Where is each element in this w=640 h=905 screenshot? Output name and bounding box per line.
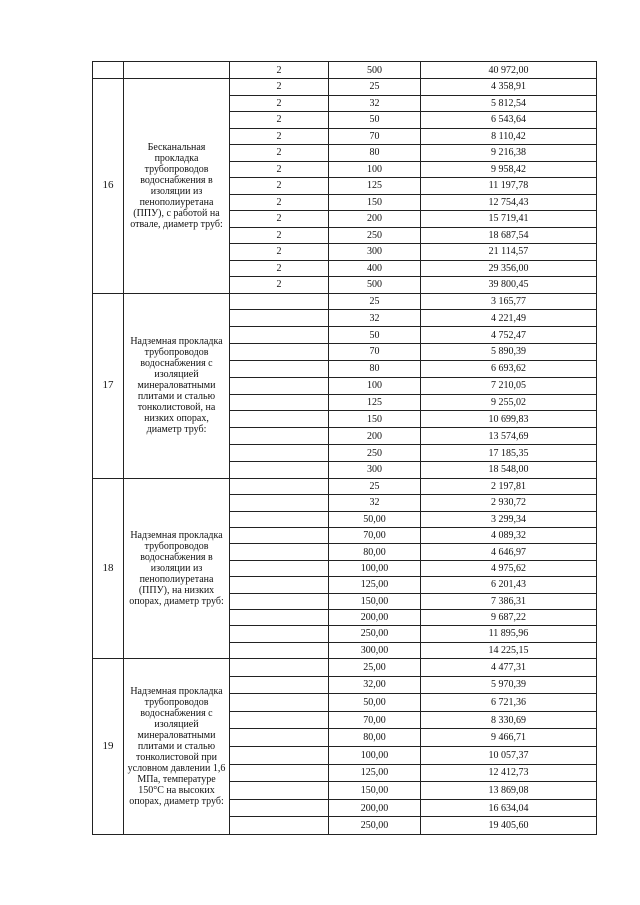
col3-cell	[230, 344, 329, 361]
diameter-cell: 300,00	[329, 642, 421, 658]
price-cell: 7 210,05	[421, 377, 597, 394]
diameter-cell: 70	[329, 344, 421, 361]
col3-cell	[230, 817, 329, 835]
description-cell	[124, 62, 230, 79]
diameter-cell: 250	[329, 445, 421, 462]
price-cell: 7 386,31	[421, 593, 597, 609]
diameter-cell: 200,00	[329, 609, 421, 625]
diameter-cell: 25	[329, 79, 421, 96]
col3-cell: 2	[230, 277, 329, 294]
diameter-cell: 100	[329, 161, 421, 178]
diameter-cell: 200,00	[329, 799, 421, 817]
col3-cell	[230, 694, 329, 712]
col3-cell	[230, 377, 329, 394]
col3-cell	[230, 461, 329, 478]
price-cell: 9 466,71	[421, 729, 597, 747]
col3-cell: 2	[230, 211, 329, 228]
diameter-cell: 250,00	[329, 817, 421, 835]
price-cell: 11 895,96	[421, 626, 597, 642]
diameter-cell: 200	[329, 428, 421, 445]
price-cell: 13 869,08	[421, 782, 597, 800]
col3-cell	[230, 642, 329, 658]
col3-cell	[230, 593, 329, 609]
diameter-cell: 80,00	[329, 544, 421, 560]
diameter-cell: 80	[329, 360, 421, 377]
diameter-cell: 25	[329, 478, 421, 494]
col3-cell	[230, 782, 329, 800]
col3-cell: 2	[230, 178, 329, 195]
price-cell: 5 970,39	[421, 676, 597, 694]
col3-cell	[230, 799, 329, 817]
col3-cell	[230, 478, 329, 494]
price-table	[92, 61, 597, 835]
price-cell: 2 197,81	[421, 478, 597, 494]
diameter-cell: 70,00	[329, 711, 421, 729]
price-cell: 15 719,41	[421, 211, 597, 228]
group-number-cell: 19	[93, 659, 124, 835]
price-cell: 5 890,39	[421, 344, 597, 361]
price-cell: 14 225,15	[421, 642, 597, 658]
diameter-cell: 125,00	[329, 577, 421, 593]
col3-cell	[230, 293, 329, 310]
col3-cell	[230, 511, 329, 527]
col3-cell: 2	[230, 62, 329, 79]
col3-cell: 2	[230, 227, 329, 244]
diameter-cell: 125,00	[329, 764, 421, 782]
diameter-cell: 50	[329, 112, 421, 129]
diameter-cell: 100	[329, 377, 421, 394]
price-cell: 3 299,34	[421, 511, 597, 527]
price-cell: 5 812,54	[421, 95, 597, 112]
diameter-cell: 70,00	[329, 527, 421, 543]
col3-cell	[230, 527, 329, 543]
price-cell: 4 358,91	[421, 79, 597, 96]
price-cell: 6 543,64	[421, 112, 597, 129]
col3-cell	[230, 360, 329, 377]
diameter-cell: 32	[329, 495, 421, 511]
col3-cell	[230, 394, 329, 411]
table-row	[93, 293, 597, 310]
diameter-cell: 32	[329, 310, 421, 327]
diameter-cell: 250	[329, 227, 421, 244]
diameter-cell: 50,00	[329, 694, 421, 712]
price-cell: 12 412,73	[421, 764, 597, 782]
price-cell: 21 114,57	[421, 244, 597, 261]
diameter-cell: 400	[329, 260, 421, 277]
col3-cell	[230, 310, 329, 327]
group-description-cell: Бесканальная прокладка трубопроводов водоснабжения в изоляции из пенополиуретана (ППУ), с работой на отвале, диаметр труб:	[124, 79, 230, 294]
price-cell: 13 574,69	[421, 428, 597, 445]
diameter-cell: 500	[329, 277, 421, 294]
diameter-cell: 125	[329, 394, 421, 411]
price-cell: 9 958,42	[421, 161, 597, 178]
price-cell: 18 687,54	[421, 227, 597, 244]
price-cell: 6 721,36	[421, 694, 597, 712]
price-cell: 9 255,02	[421, 394, 597, 411]
col3-cell: 2	[230, 161, 329, 178]
group-description-cell: Надземная прокладка трубопроводов водоснабжения с изоляцией минераловатными плитами и сталью тонколистовой при условном давлении 1,6 МПа, температуре 150°С на высоких опорах, диаметр труб:	[124, 659, 230, 835]
price-cell: 4 089,32	[421, 527, 597, 543]
diameter-cell: 25	[329, 293, 421, 310]
price-cell: 4 646,97	[421, 544, 597, 560]
diameter-cell: 100,00	[329, 747, 421, 765]
diameter-cell: 300	[329, 244, 421, 261]
group-number-cell: 18	[93, 478, 124, 658]
price-cell: 11 197,78	[421, 178, 597, 195]
col3-cell: 2	[230, 194, 329, 211]
diameter-cell: 70	[329, 128, 421, 145]
row-number-cell	[93, 62, 124, 79]
diameter-cell: 32	[329, 95, 421, 112]
price-cell: 19 405,60	[421, 817, 597, 835]
col3-cell	[230, 428, 329, 445]
diameter-cell: 25,00	[329, 659, 421, 677]
price-cell: 8 110,42	[421, 128, 597, 145]
diameter-cell: 150	[329, 194, 421, 211]
col3-cell: 2	[230, 244, 329, 261]
col3-cell: 2	[230, 145, 329, 162]
col3-cell	[230, 577, 329, 593]
price-cell: 29 356,00	[421, 260, 597, 277]
diameter-cell: 200	[329, 211, 421, 228]
col3-cell	[230, 560, 329, 576]
col3-cell: 2	[230, 95, 329, 112]
table-row	[93, 62, 597, 79]
col3-cell	[230, 544, 329, 560]
col3-cell: 2	[230, 260, 329, 277]
group-number-cell: 17	[93, 293, 124, 478]
price-cell: 6 693,62	[421, 360, 597, 377]
table-row	[93, 659, 597, 677]
col3-cell	[230, 659, 329, 677]
price-cell: 4 477,31	[421, 659, 597, 677]
diameter-cell: 50,00	[329, 511, 421, 527]
col3-cell	[230, 747, 329, 765]
diameter-cell: 250,00	[329, 626, 421, 642]
diameter-cell: 80,00	[329, 729, 421, 747]
diameter-cell: 300	[329, 461, 421, 478]
price-cell: 4 221,49	[421, 310, 597, 327]
price-cell: 40 972,00	[421, 62, 597, 79]
price-cell: 17 185,35	[421, 445, 597, 462]
col3-cell	[230, 676, 329, 694]
price-cell: 4 975,62	[421, 560, 597, 576]
price-cell: 4 752,47	[421, 327, 597, 344]
col3-cell	[230, 764, 329, 782]
price-cell: 16 634,04	[421, 799, 597, 817]
diameter-cell: 125	[329, 178, 421, 195]
col3-cell	[230, 411, 329, 428]
price-cell: 39 800,45	[421, 277, 597, 294]
col3-cell	[230, 445, 329, 462]
diameter-cell: 150,00	[329, 782, 421, 800]
price-cell: 12 754,43	[421, 194, 597, 211]
diameter-cell: 32,00	[329, 676, 421, 694]
diameter-cell: 80	[329, 145, 421, 162]
table-row	[93, 478, 597, 494]
price-cell: 6 201,43	[421, 577, 597, 593]
diameter-cell: 150,00	[329, 593, 421, 609]
group-description-cell: Надземная прокладка трубопроводов водоснабжения в изоляции из пенополиуретана (ППУ), на низких опорах, диаметр труб:	[124, 478, 230, 658]
col3-cell	[230, 495, 329, 511]
col3-cell: 2	[230, 128, 329, 145]
group-number-cell: 16	[93, 79, 124, 294]
col3-cell	[230, 609, 329, 625]
col3-cell	[230, 327, 329, 344]
price-cell: 9 687,22	[421, 609, 597, 625]
col3-cell: 2	[230, 79, 329, 96]
diameter-cell: 100,00	[329, 560, 421, 576]
diameter-cell: 150	[329, 411, 421, 428]
price-cell: 10 057,37	[421, 747, 597, 765]
col3-cell	[230, 711, 329, 729]
price-cell: 3 165,77	[421, 293, 597, 310]
group-description-cell: Надземная прокладка трубопроводов водоснабжения с изоляцией минераловатными плитами и сталью тонколистовой, на низких опорах, диаметр труб:	[124, 293, 230, 478]
price-cell: 10 699,83	[421, 411, 597, 428]
col3-cell: 2	[230, 112, 329, 129]
diameter-cell: 500	[329, 62, 421, 79]
price-cell: 2 930,72	[421, 495, 597, 511]
diameter-cell: 50	[329, 327, 421, 344]
price-table-body	[93, 62, 597, 835]
col3-cell	[230, 729, 329, 747]
price-cell: 8 330,69	[421, 711, 597, 729]
table-row	[93, 79, 597, 96]
price-cell: 18 548,00	[421, 461, 597, 478]
col3-cell	[230, 626, 329, 642]
price-cell: 9 216,38	[421, 145, 597, 162]
